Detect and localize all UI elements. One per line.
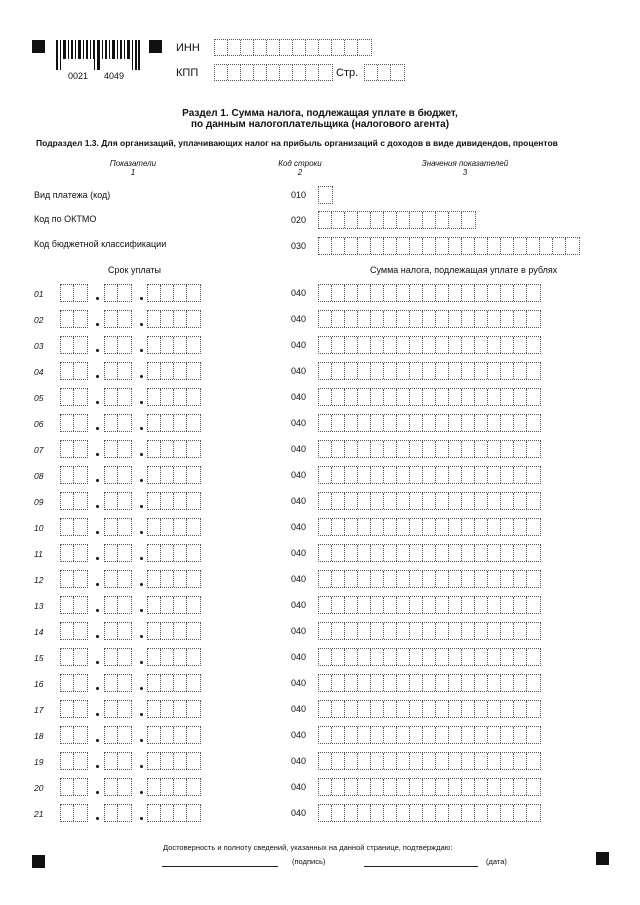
section-title xyxy=(120,108,520,130)
deadline-year-field[interactable] xyxy=(147,648,201,666)
tax-amount-field[interactable] xyxy=(318,518,541,536)
deadline-month-field[interactable] xyxy=(104,778,132,796)
row-number: 01 xyxy=(34,289,44,299)
deadline-year-field[interactable] xyxy=(147,804,201,822)
barcode-number-left: 0021 xyxy=(68,71,89,81)
deadline-month-field[interactable] xyxy=(104,284,132,302)
kbk-code: 030 xyxy=(291,241,307,251)
row-number: 02 xyxy=(34,315,44,325)
page-number-field[interactable] xyxy=(364,64,405,81)
date-separator xyxy=(96,453,99,456)
page-label: Стр. xyxy=(336,67,359,79)
payment-type-code: 010 xyxy=(291,190,307,200)
deadline-year-field[interactable] xyxy=(147,414,201,432)
tax-amount-field[interactable] xyxy=(318,466,541,484)
tax-amount-field[interactable] xyxy=(318,284,541,302)
row-code: 040 xyxy=(291,704,307,714)
deadline-year-field[interactable] xyxy=(147,622,201,640)
date-separator xyxy=(96,505,99,508)
row-code: 040 xyxy=(291,418,307,428)
column-header-indicators-number: 1 xyxy=(130,168,136,177)
deadline-day-field[interactable] xyxy=(60,388,88,406)
date-separator xyxy=(96,297,99,300)
deadline-day-field[interactable] xyxy=(60,362,88,380)
date-separator xyxy=(140,453,143,456)
deadline-day-field[interactable] xyxy=(60,622,88,640)
deadline-year-field[interactable] xyxy=(147,596,201,614)
deadline-day-field[interactable] xyxy=(60,440,88,458)
deadline-day-field[interactable] xyxy=(60,544,88,562)
row-number: 11 xyxy=(34,549,43,559)
tax-amount-field[interactable] xyxy=(318,544,541,562)
deadline-year-field[interactable] xyxy=(147,440,201,458)
date-separator xyxy=(96,427,99,430)
column-header-indicators xyxy=(88,159,178,177)
row-number: 18 xyxy=(34,731,44,741)
date-separator xyxy=(140,583,143,586)
date-separator xyxy=(96,323,99,326)
tax-amount-field[interactable] xyxy=(318,700,541,718)
deadline-month-field[interactable] xyxy=(104,804,132,822)
date-separator xyxy=(140,817,143,820)
date-separator xyxy=(140,297,143,300)
oktmo-code: 020 xyxy=(291,215,307,225)
row-code: 040 xyxy=(291,730,307,740)
deadline-year-field[interactable] xyxy=(147,726,201,744)
payment-type-field[interactable] xyxy=(318,186,333,204)
date-separator xyxy=(140,609,143,612)
signature-line[interactable] xyxy=(162,855,278,867)
deadline-month-field[interactable] xyxy=(104,700,132,718)
date-separator xyxy=(96,531,99,534)
row-number: 06 xyxy=(34,419,44,429)
date-separator xyxy=(96,401,99,404)
date-separator xyxy=(96,713,99,716)
deadline-year-field[interactable] xyxy=(147,466,201,484)
date-separator xyxy=(140,427,143,430)
column-header-line-code-title: Код строки xyxy=(278,159,322,168)
deadline-year-field[interactable] xyxy=(147,310,201,328)
deadline-year-field[interactable] xyxy=(147,570,201,588)
date-separator xyxy=(96,739,99,742)
date-separator xyxy=(140,479,143,482)
row-code: 040 xyxy=(291,392,307,402)
row-number: 21 xyxy=(34,809,44,819)
amount-header: Сумма налога, подлежащая уплате в рублях xyxy=(370,265,558,275)
deadline-day-field[interactable] xyxy=(60,310,88,328)
deadline-month-field[interactable] xyxy=(104,492,132,510)
row-number: 12 xyxy=(34,575,44,585)
date-separator xyxy=(96,609,99,612)
deadline-month-field[interactable] xyxy=(104,310,132,328)
row-code: 040 xyxy=(291,340,307,350)
deadline-month-field[interactable] xyxy=(104,414,132,432)
deadline-header: Срок уплаты xyxy=(108,265,161,275)
row-number: 08 xyxy=(34,471,44,481)
date-separator xyxy=(96,557,99,560)
date-separator xyxy=(96,765,99,768)
row-number: 17 xyxy=(34,705,44,715)
deadline-month-field[interactable] xyxy=(104,362,132,380)
inn-field[interactable] xyxy=(214,39,372,56)
row-number: 09 xyxy=(34,497,44,507)
date-separator xyxy=(140,531,143,534)
kbk-field[interactable] xyxy=(318,237,580,255)
deadline-day-field[interactable] xyxy=(60,804,88,822)
deadline-day-field[interactable] xyxy=(60,466,88,484)
deadline-month-field[interactable] xyxy=(104,648,132,666)
column-header-indicators-title: Показатели xyxy=(109,159,157,168)
row-code: 040 xyxy=(291,782,307,792)
tax-amount-field[interactable] xyxy=(318,726,541,744)
date-separator xyxy=(140,505,143,508)
tax-amount-field[interactable] xyxy=(318,310,541,328)
row-number: 19 xyxy=(34,757,44,767)
tax-amount-field[interactable] xyxy=(318,622,541,640)
deadline-month-field[interactable] xyxy=(104,440,132,458)
registration-marker-top-right xyxy=(149,40,162,53)
payment-type-label: Вид платежа (код) xyxy=(34,190,111,200)
row-number: 10 xyxy=(34,523,44,533)
tax-amount-field[interactable] xyxy=(318,648,541,666)
deadline-year-field[interactable] xyxy=(147,778,201,796)
deadline-year-field[interactable] xyxy=(147,674,201,692)
barcode-icon xyxy=(56,40,140,70)
row-code: 040 xyxy=(291,314,307,324)
date-separator xyxy=(96,791,99,794)
deadline-day-field[interactable] xyxy=(60,596,88,614)
deadline-day-field[interactable] xyxy=(60,414,88,432)
row-code: 040 xyxy=(291,756,307,766)
deadline-day-field[interactable] xyxy=(60,700,88,718)
deadline-month-field[interactable] xyxy=(104,518,132,536)
tax-amount-field[interactable] xyxy=(318,362,541,380)
deadline-month-field[interactable] xyxy=(104,622,132,640)
row-code: 040 xyxy=(291,600,307,610)
row-code: 040 xyxy=(291,288,307,298)
row-number: 05 xyxy=(34,393,44,403)
date-separator xyxy=(96,349,99,352)
date-separator xyxy=(140,713,143,716)
row-number: 03 xyxy=(34,341,44,351)
row-number: 04 xyxy=(34,367,44,377)
tax-amount-field[interactable] xyxy=(318,388,541,406)
deadline-day-field[interactable] xyxy=(60,752,88,770)
deadline-year-field[interactable] xyxy=(147,492,201,510)
row-code: 040 xyxy=(291,574,307,584)
deadline-month-field[interactable] xyxy=(104,336,132,354)
deadline-day-field[interactable] xyxy=(60,284,88,302)
tax-amount-field[interactable] xyxy=(318,492,541,510)
tax-amount-field[interactable] xyxy=(318,778,541,796)
deadline-year-field[interactable] xyxy=(147,544,201,562)
deadline-day-field[interactable] xyxy=(60,726,88,744)
row-number: 16 xyxy=(34,679,44,689)
oktmo-label: Код по ОКТМО xyxy=(34,214,97,224)
row-code: 040 xyxy=(291,444,307,454)
deadline-month-field[interactable] xyxy=(104,674,132,692)
tax-amount-field[interactable] xyxy=(318,596,541,614)
tax-amount-field[interactable] xyxy=(318,570,541,588)
barcode-number-right: 4049 xyxy=(104,71,125,81)
row-number: 20 xyxy=(34,783,44,793)
row-code: 040 xyxy=(291,626,307,636)
date-separator xyxy=(140,739,143,742)
deadline-year-field[interactable] xyxy=(147,700,201,718)
deadline-month-field[interactable] xyxy=(104,752,132,770)
date-separator xyxy=(140,349,143,352)
column-header-line-code xyxy=(260,159,340,177)
date-separator xyxy=(140,661,143,664)
date-separator xyxy=(96,817,99,820)
registration-marker-top-left xyxy=(32,40,45,53)
tax-amount-field[interactable] xyxy=(318,336,541,354)
date-separator xyxy=(140,687,143,690)
oktmo-field[interactable] xyxy=(318,211,476,229)
registration-marker-bottom-right xyxy=(596,852,609,865)
tax-amount-field[interactable] xyxy=(318,752,541,770)
row-code: 040 xyxy=(291,366,307,376)
tax-amount-field[interactable] xyxy=(318,674,541,692)
deadline-year-field[interactable] xyxy=(147,284,201,302)
row-number: 14 xyxy=(34,627,44,637)
row-code: 040 xyxy=(291,522,307,532)
deadline-month-field[interactable] xyxy=(104,466,132,484)
tax-amount-field[interactable] xyxy=(318,414,541,432)
row-code: 040 xyxy=(291,678,307,688)
deadline-day-field[interactable] xyxy=(60,648,88,666)
barcode xyxy=(56,40,140,70)
row-code: 040 xyxy=(291,808,307,818)
date-separator xyxy=(140,375,143,378)
deadline-day-field[interactable] xyxy=(60,492,88,510)
subsection-title: Подраздел 1.3. Для организаций, уплачивающих налог на прибыль организаций с доходов в виде дивидендов, процентов xyxy=(36,138,558,148)
date-separator xyxy=(96,687,99,690)
date-line[interactable] xyxy=(364,855,478,867)
date-separator xyxy=(96,479,99,482)
row-number: 13 xyxy=(34,601,44,611)
date-caption: (дата) xyxy=(486,857,507,866)
column-header-values xyxy=(405,159,525,177)
column-header-values-number: 3 xyxy=(462,168,468,177)
deadline-year-field[interactable] xyxy=(147,362,201,380)
registration-marker-bottom-left xyxy=(32,855,45,868)
column-header-values-title: Значения показателей xyxy=(421,159,509,168)
date-separator xyxy=(96,583,99,586)
section-title-line-2: по данным налогоплательщика (налогового агента) xyxy=(190,119,450,130)
date-separator xyxy=(140,401,143,404)
deadline-day-field[interactable] xyxy=(60,778,88,796)
deadline-month-field[interactable] xyxy=(104,570,132,588)
date-separator xyxy=(96,375,99,378)
deadline-year-field[interactable] xyxy=(147,388,201,406)
kpp-field[interactable] xyxy=(214,64,333,81)
deadline-day-field[interactable] xyxy=(60,570,88,588)
date-separator xyxy=(140,323,143,326)
deadline-month-field[interactable] xyxy=(104,596,132,614)
deadline-month-field[interactable] xyxy=(104,544,132,562)
tax-amount-field[interactable] xyxy=(318,804,541,822)
column-header-line-code-number: 2 xyxy=(297,168,303,177)
row-number: 07 xyxy=(34,445,44,455)
inn-label: ИНН xyxy=(176,42,200,54)
deadline-day-field[interactable] xyxy=(60,674,88,692)
row-code: 040 xyxy=(291,496,307,506)
date-separator xyxy=(96,661,99,664)
date-separator xyxy=(140,791,143,794)
deadline-year-field[interactable] xyxy=(147,518,201,536)
section-title-line-1: Раздел 1. Сумма налога, подлежащая уплате в бюджет, xyxy=(182,108,458,119)
kpp-label: КПП xyxy=(176,67,199,79)
deadline-month-field[interactable] xyxy=(104,726,132,744)
date-separator xyxy=(140,635,143,638)
date-separator xyxy=(140,765,143,768)
deadline-year-field[interactable] xyxy=(147,752,201,770)
date-separator xyxy=(140,557,143,560)
deadline-day-field[interactable] xyxy=(60,336,88,354)
tax-amount-field[interactable] xyxy=(318,440,541,458)
row-code: 040 xyxy=(291,470,307,480)
date-separator xyxy=(96,635,99,638)
confirmation-text: Достоверность и полноту сведений, указанных на данной странице, подтверждаю: xyxy=(163,843,453,852)
row-number: 15 xyxy=(34,653,44,663)
kbk-label: Код бюджетной классификации xyxy=(34,239,167,249)
row-code: 040 xyxy=(291,548,307,558)
deadline-month-field[interactable] xyxy=(104,388,132,406)
deadline-year-field[interactable] xyxy=(147,336,201,354)
deadline-day-field[interactable] xyxy=(60,518,88,536)
row-code: 040 xyxy=(291,652,307,662)
signature-caption: (подпись) xyxy=(292,857,326,866)
